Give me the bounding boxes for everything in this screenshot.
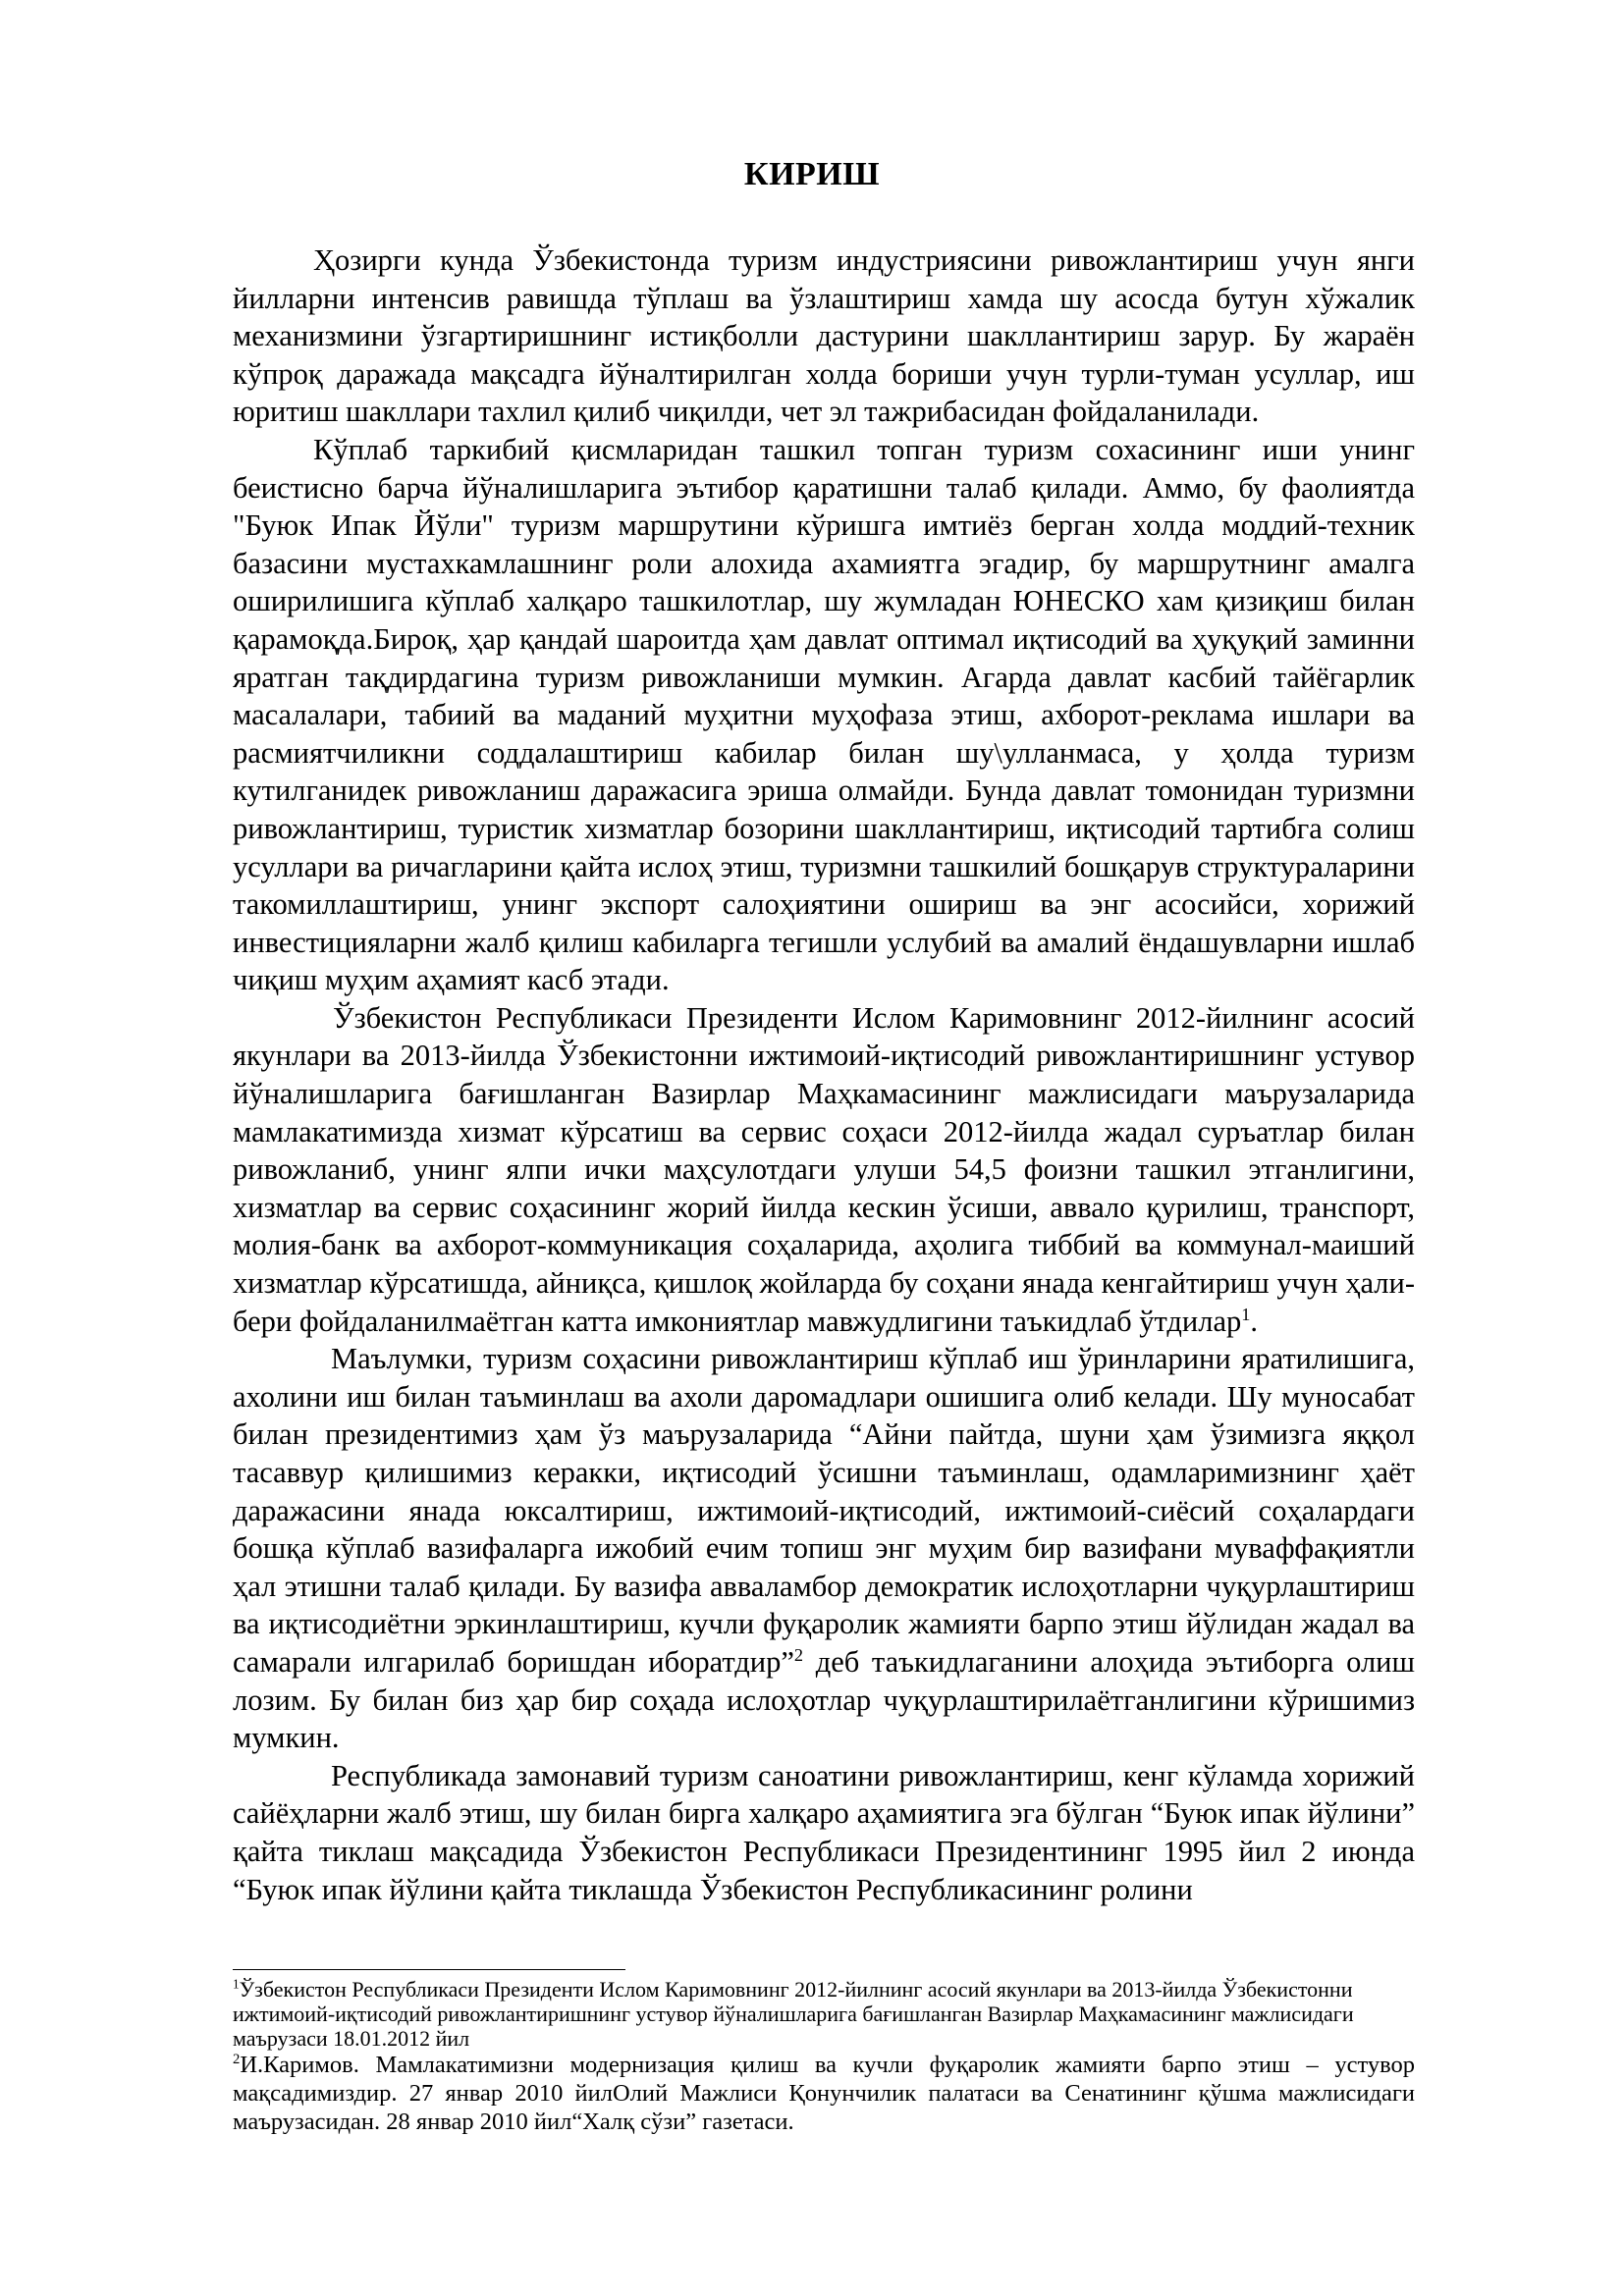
- paragraph-4-text: Маълумки, туризм соҳасини ривожлантириш кўплаб иш ўринларини яратилишига, ахолини иш билан таъминлаш ва ахоли даромадлари ошишига олиб келади. Шу муносабат билан президентимиз ҳам ўз маърузаларида “Айни пайтда, шуни ҳам ўзимизга яққол тасаввур қилишимиз керакки, иқтисодий ўсишни таъминлаш, одамларимизнинг ҳаёт даражасини янада юксалтириш, ижтимоий-иқтисодий, ижтимоий-сиёсий соҳалардаги бошқа кўплаб вазифаларга ижобий ечим топиш энг муҳим бир вазифани муваффақиятли ҳал этишни талаб қилади. Бу вазифа авваламбор демократик ислоҳотларни чуқурлаштириш ва иқтисодиётни эркинлаштириш, кучли фуқаролик жамияти барпо этиш йўлидан жадал ва самарали илгарилаб боришдан иборатдир”: [233, 1342, 1415, 1679]
- paragraph-5-text: Республикада замонавий туризм саноатини ривожлантириш, кенг кўламда хорижий сайёҳларни жалб этиш, шу билан бирга халқаро аҳамиятига эга бўлган “Буюк ипак йўлини” қайта тиклаш мақсадида Ўзбекистон Республикаси Президентининг 1995 йил 2 июнда “Буюк ипак йўлини қайта тиклашда Ўзбекистон Республикасининг ролини: [233, 1758, 1415, 1906]
- footnote-separator: [233, 1969, 625, 1970]
- footnote-ref-1[interactable]: 1: [1241, 1304, 1251, 1324]
- paragraph-2: [233, 431, 1415, 999]
- body-text: [233, 241, 1415, 1908]
- paragraph-2-text: Кўплаб таркибий қисмларидан ташкил топган туризм сохасининг иши унинг беистисно барча йўналишларига эътибор қаратишни талаб қилади. Аммо, бу фаолиятда "Буюк Ипак Йўли" туризм маршрутини кўришга имтиёз берган холда моддий-техник базасини мустахкамлашнинг роли алохида ахамиятга эгадир, бу маршрутнинг амалга оширилишига кўплаб халқаро ташкилотлар, шу жумладан ЮНЕСКО хам қизиқиш билан қарамоқда.Бироқ, ҳар қандай шароитда ҳам давлат оптимал иқтисодий ва ҳуқуқий заминни яратган тақдирдагина туризм ривожланиши мумкин. Агарда давлат касбий тайёгарлик масалалари, табиий ва маданий муҳитни муҳофаза этиш, ахборот-реклама ишлари ва расмиятчиликни соддалаштириш кабилар билан шу\улланмаса, у ҳолда туризм кутилганидек ривожланиш даражасига эриша олмайди. Бунда давлат томонидан туризмни ривожлантириш, туристик хизматлар бозорини шакллантириш, иқтисодий тартибга солиш усуллари ва ричагларини қайта ислоҳ этиш, туризмни ташкилий бошқарув структураларини такомиллаштириш, унинг экспорт салоҳиятини ошириш ва энг асосийси, хорижий инвестицияларни жалб қилиш кабиларга тегишли услубий ва амалий ёндашувларни ишлаб чиқиш муҳим аҳамият касб этади.: [233, 432, 1415, 997]
- paragraph-4: [233, 1340, 1415, 1757]
- footnote-1-mark: 1: [233, 1976, 240, 1992]
- paragraph-1-text: Ҳозирги кунда Ўзбекистонда туризм индустриясини ривожлантириш учун янги йилларни интенсив равишда тўплаш ва ўзлаштириш хамда шу асосда бутун хўжалик механизмини ўзгартиришнинг истиқболли дастурини шакллантириш зарур. Бу жараён кўпроқ даражада мақсадга йўналтирилган холда бориши учун турли-туман усуллар, иш юритиш шакллари тахлил қилиб чиқилди, чет эл тажрибасидан фойдаланилади.: [233, 243, 1415, 429]
- paragraph-1: [233, 241, 1415, 431]
- paragraph-5: [233, 1757, 1415, 1908]
- footnote-ref-2[interactable]: 2: [793, 1644, 804, 1665]
- page-title: КИРИШ: [743, 156, 881, 192]
- footnote-2: [233, 2051, 1415, 2136]
- footnote-1-text: Ўзбекистон Республикаси Президенти Ислом Каримовнинг 2012-йилнинг асосий якунлари ва 2013-йилда Ўзбекистонни ижтимоий-иқтисодий ривожлантиришнинг устувор йўналишларига бағишланган Вазирлар Маҳкамасининг мажлисидаги маърузаси 18.01.2012 йил: [233, 1977, 1354, 2051]
- paragraph-4-continuation: деб таъкидлаганини алоҳида эътиборга олиш лозим. Бу билан биз ҳар бир соҳада ислоҳотлар чуқурлаштирилаётганлигини кўришимиз мумкин.: [233, 1644, 1415, 1755]
- footnote-2-mark: 2: [233, 2051, 241, 2067]
- footnote-2-text: И.Каримов. Мамлакатимизни модернизация қилиш ва кучли фуқаролик жамияти барпо этиш – устувор мақсадимиздир. 27 январ 2010 йилОлий Мажлиси Қонунчилик палатаси ва Сенатининг қўшма мажлисидаги маърузасидан. 28 январ 2010 йил“Халқ сўзи” газетаси.: [233, 2052, 1415, 2135]
- footnotes: [233, 1977, 1415, 2136]
- paragraph-3: Ўзбекистон Республикаси Президенти Ислом Каримовнинг 2012-йилнинг асосий якунлари ва 2013-йилда Ўзбекистонни ижтимоий-иқтисодий ривожлантиришнинг устувор йўналишларига бағишланган Вазирлар Маҳкамасининг мажлисидаги маърузаларида мамлакатимизда хизмат кўрсатиш ва сервис соҳаси 2012-йилда жадал суръатлар билан ривожланиб, унинг ялпи ички маҳсулотдаги улуши 54,5 фоизни ташкил этганлигини, хизматлар ва сервис соҳасининг жорий йилда кескин ўсиши, аввало қурилиш, транспорт, молия-банк ва ахборот-коммуникация соҳаларида, аҳолига тиббий ва коммунал-маиший хизматлар кўрсатишда, айниқса, қишлоқ жойларда бу соҳани янада кенгайтириш учун ҳали-бери фойдаланилмаётган катта имкониятлар мавжудлигини таъкидлаб ўтдилар$^1$.: [233, 1000, 1415, 1338]
- paragraph-3-text: Ўзбекистон Республикаси Президенти Ислом Каримовнинг 2012-йилнинг асосий якунлари ва 2013-йилда Ўзбекистонни ижтимоий-иқтисодий ривожлантиришнинг устувор йўналишларига бағишланган Вазирлар Маҳкамасининг мажлисидаги маърузаларида мамлакатимизда хизмат кўрсатиш ва сервис соҳаси 2012-йилда жадал суръатлар билан ривожланиб, унинг ялпи ички маҳсулотдаги улуши 54,5 фоизни ташкил этганлигини, хизматлар ва сервис соҳасининг жорий йилда кескин ўсиши, аввало қурилиш, транспорт, молия-банк ва ахборот-коммуникация соҳаларида, аҳолига тиббий ва коммунал-маиший хизматлар кўрсатишда, айниқса, қишлоқ жойларда бу соҳани янада кенгайтириш учун ҳали-бери фойдаланилмаётган катта имкониятлар мавжудлигини таъкидлаб ўтдилар: [233, 1000, 1415, 1338]
- footnote-1: [233, 1977, 1415, 2051]
